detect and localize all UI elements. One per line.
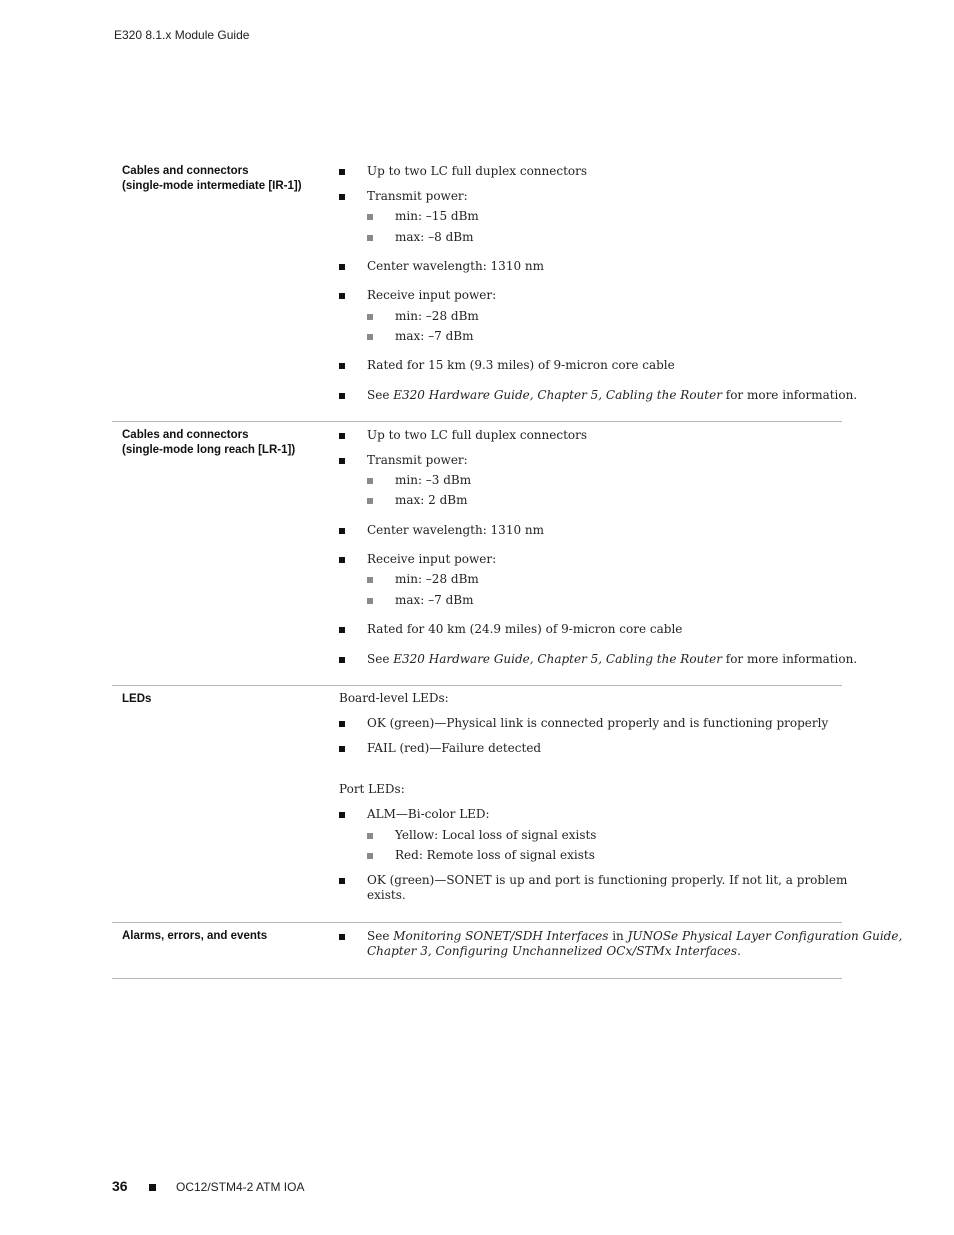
sub-list-item: max: 2 dBm [395,493,468,507]
bullet-square [339,169,345,175]
sub-list-item: max: –7 dBm [395,593,474,607]
bullet-square [339,746,345,752]
list-item: Rated for 15 km (9.3 miles) of 9-micron core cable [367,358,675,372]
sub-bullet-square [367,853,373,859]
list-item: See Monitoring SONET/SDH Interfaces in JUNOSe Physical Layer Configuration Guide, [367,929,903,943]
list-item: ALM—Bi-color LED: [367,807,490,821]
spec-row-ir1 [112,160,858,422]
bullet-square [339,264,345,270]
bullet-square [339,934,345,940]
doc-reference: Monitoring SONET/SDH Interfaces [393,929,609,943]
sub-list-item: min: –28 dBm [395,572,479,586]
row-label: Cables and connectors (single-mode intermediate [IR-1]) [122,165,302,192]
list-item: Transmit power: [367,189,468,203]
doc-reference: Chapter 3, Configuring Unchannelized OCx/STMx Interfaces [367,944,738,958]
footer-bullet [149,1184,156,1191]
spec-row-alarms [112,925,903,979]
sub-list-item: Red: Remote loss of signal exists [395,848,595,862]
doc-reference: E320 Hardware Guide, Chapter 5, Cabling the Router [393,388,722,402]
sub-list-item: max: –7 dBm [395,329,474,343]
bullet-square [339,812,345,818]
row-label: LEDs [122,693,152,705]
bullet-square [339,458,345,464]
list-item: OK (green)—Physical link is connected properly and is functioning properly [367,716,829,730]
bullet-square [339,528,345,534]
list-item: FAIL (red)—Failure detected [367,741,542,755]
sub-bullet-square [367,334,373,340]
list-item: Up to two LC full duplex connectors [367,428,588,442]
list-item: Transmit power: [367,453,468,467]
sub-list-item: Yellow: Local loss of signal exists [395,828,597,842]
bullet-square [339,194,345,200]
bullet-square [339,627,345,633]
sub-bullet-square [367,577,373,583]
paragraph: Port LEDs: [339,782,405,796]
list-item: Receive input power: [367,552,497,566]
sub-bullet-square [367,478,373,484]
spec-row-leds [112,688,848,923]
list-item: Receive input power: [367,288,497,302]
list-item: See E320 Hardware Guide, Chapter 5, Cabling the Router for more information. [367,652,858,666]
list-item: See E320 Hardware Guide, Chapter 5, Cabling the Router for more information. [367,388,858,402]
page-number: 36 [112,1178,128,1194]
sub-list-item: min: –28 dBm [395,309,479,323]
sub-bullet-square [367,214,373,220]
list-item: Rated for 40 km (24.9 miles) of 9-micron core cable [367,622,683,636]
sub-list-item: min: –3 dBm [395,473,472,487]
bullet-square [339,557,345,563]
bullet-square [339,657,345,663]
sub-bullet-square [367,833,373,839]
row-label: Cables and connectors (single-mode long reach [LR-1]) [122,429,296,456]
spec-row-lr1 [112,424,858,686]
list-item-continuation: exists. [367,888,406,902]
bullet-square [339,433,345,439]
footer-section-title: OC12/STM4-2 ATM IOA [176,1180,305,1194]
bullet-square [339,363,345,369]
sub-bullet-square [367,498,373,504]
list-item: OK (green)—SONET is up and port is functioning properly. If not lit, a problem [367,873,848,887]
sub-bullet-square [367,314,373,320]
sub-bullet-square [367,235,373,241]
row-label: Alarms, errors, and events [122,930,268,942]
paragraph: Board-level LEDs: [339,691,449,705]
list-item: Up to two LC full duplex connectors [367,164,588,178]
running-header: E320 8.1.x Module Guide [114,28,250,42]
sub-list-item: min: –15 dBm [395,209,479,223]
doc-reference: JUNOSe Physical Layer Configuration Guide, [627,929,903,943]
bullet-square [339,293,345,299]
list-item: Center wavelength: 1310 nm [367,259,545,273]
sub-bullet-square [367,598,373,604]
list-item-continuation: Chapter 3, Configuring Unchannelized OCx/STMx Interfaces. [367,944,741,958]
doc-reference: E320 Hardware Guide, Chapter 5, Cabling the Router [393,652,722,666]
bullet-square [339,878,345,884]
bullet-square [339,721,345,727]
bullet-square [339,393,345,399]
sub-list-item: max: –8 dBm [395,230,474,244]
list-item: Center wavelength: 1310 nm [367,523,545,537]
